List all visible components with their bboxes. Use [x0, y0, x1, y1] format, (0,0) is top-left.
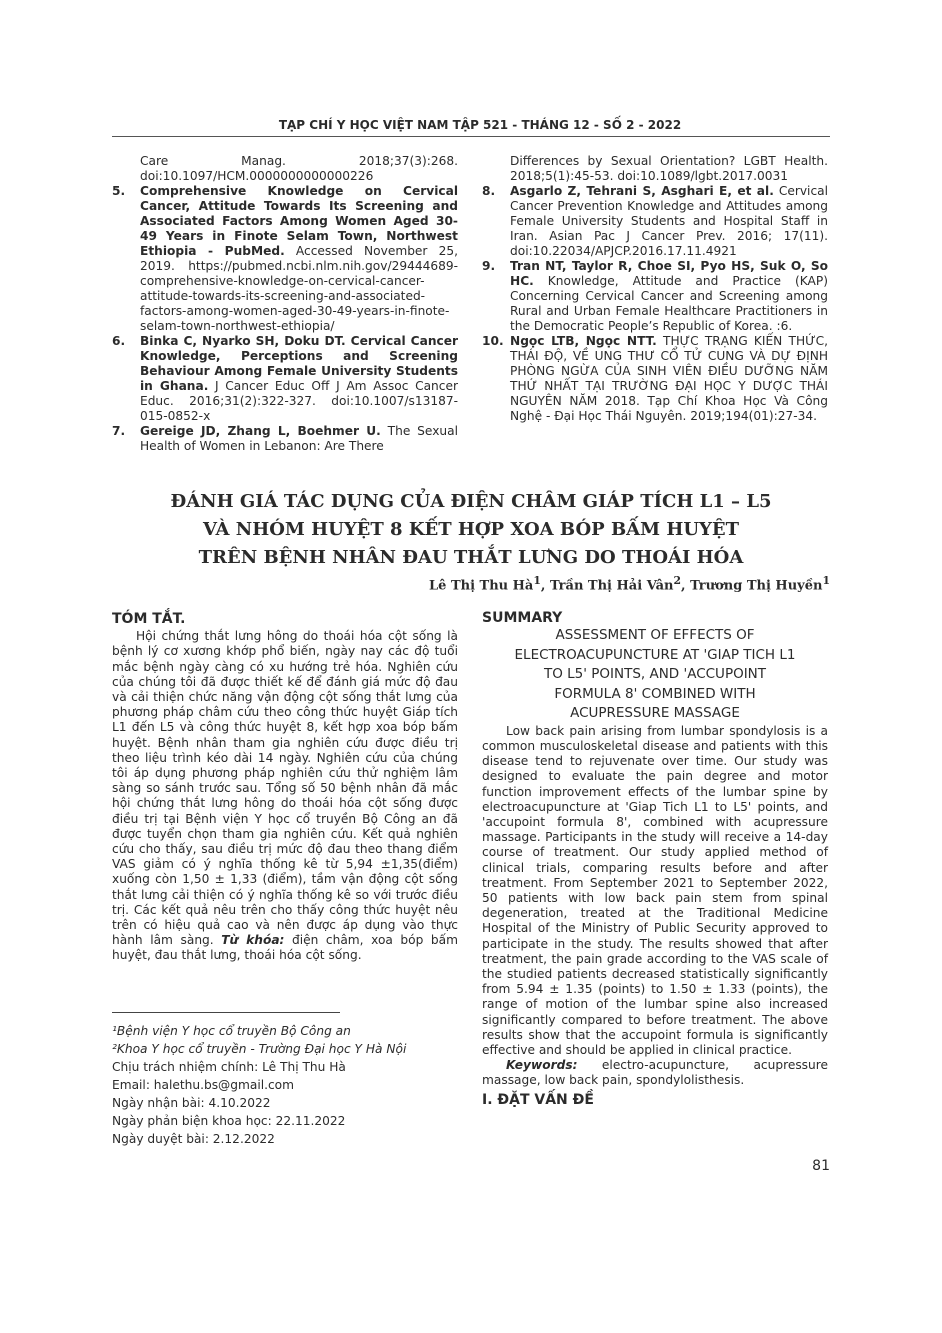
keywords-vi: điện châm, xoa bóp bấm huyệt, đau thắt lưng, thoái hóa cột sống. — [112, 933, 458, 963]
reference-details: Knowledge, Attitude and Practice (KAP) Concerning Cervical Cancer and Screening among Rural and Urban Female Healthcare Practitioners in the Democratic People’s Republic of Korea. :6. — [510, 274, 828, 333]
footnotes — [112, 1022, 406, 1148]
section-heading: I. ĐẶT VẤN ĐỀ — [482, 1091, 594, 1108]
reference-details: J Cancer Educ Off J Am Assoc Cancer Educ. 2016;31(2):322-327. doi:10.1007/s13187-015-0852-x — [140, 379, 458, 423]
footnote-affiliation-2: ²Khoa Y học cổ truyền - Trường Đại học Y Hà Nội — [112, 1042, 407, 1056]
footnote-received: Ngày nhận bài: 4.10.2022 — [112, 1096, 271, 1110]
page-number: 81 — [812, 1158, 830, 1174]
abstract-en-heading: SUMMARY — [482, 610, 563, 626]
reference-authors: Ngọc LTB, Ngọc NTT. — [510, 334, 657, 348]
author-separator: , — [540, 578, 550, 594]
article-title — [130, 488, 812, 572]
abstract-vi-heading: TÓM TẮT. — [112, 611, 186, 627]
author-affiliation: 2 — [673, 574, 682, 587]
keywords-en: electro-acupuncture, acupressure massage, low back pain, spondylolisthesis. — [482, 1058, 828, 1088]
footnote-accepted: Ngày duyệt bài: 2.12.2022 — [112, 1132, 275, 1146]
reference-number: 8. — [482, 184, 496, 198]
reference-details: The Sexual Health of Women in Lebanon: Are There — [140, 424, 458, 453]
reference-item — [482, 184, 828, 259]
journal-header: TẠP CHÍ Y HỌC VIỆT NAM TẬP 521 - THÁNG 12 - SỐ 2 - 2022 — [278, 118, 682, 132]
reference-number: 5. — [112, 184, 126, 198]
reference-number: 9. — [482, 259, 496, 273]
reference-number: 6. — [112, 334, 126, 348]
reference-item — [112, 184, 458, 334]
reference-item — [112, 424, 458, 454]
footnote-affiliation-1: ¹Bệnh viện Y học cổ truyền Bộ Công an — [112, 1024, 351, 1038]
references-right-column — [482, 154, 828, 424]
author-name: Trần Thị Hải Vân — [549, 578, 674, 594]
keywords-label-vi: Từ khóa: — [221, 933, 285, 948]
authors-line — [429, 574, 830, 593]
reference-number: 10. — [482, 334, 504, 348]
author-name: Lê Thị Thu Hà — [429, 578, 534, 594]
abstract-en-keywords — [482, 1058, 828, 1088]
reference-details: Care Manag. 2018;37(3):268. doi:10.1097/HCM.0000000000000226 — [140, 154, 458, 183]
keywords-label-en: Keywords: — [506, 1058, 578, 1073]
reference-details: THỰC TRẠNG KIẾN THỨC, THÁI ĐỘ, VỀ UNG THƯ CỔ TỬ CUNG VÀ DỰ ĐỊNH PHÒNG NGỪA CỦA SINH VIÊN ĐIỀU DƯỠNG NĂM THỨ NHẤT TẠI TRƯỜNG ĐẠI HỌC Y DƯỢC THÁI NGUYÊN NĂM 2018. Tạp Chí Khoa Học Và Công Nghệ - Đại Học Thái Nguyên. 2019;194(01):27-34. — [510, 334, 828, 423]
footnote-reviewed: Ngày phản biện khoa học: 22.11.2022 — [112, 1114, 346, 1128]
reference-item — [112, 334, 458, 424]
header-rule — [112, 136, 830, 137]
reference-details: Differences by Sexual Orientation? LGBT Health. 2018;5(1):45-53. doi:10.1089/lgbt.2017.0031 — [510, 154, 828, 183]
reference-item — [482, 259, 828, 334]
abstract-vietnamese — [112, 612, 458, 964]
reference-number: 7. — [112, 424, 126, 438]
footnote-email: Email: halethu.bs@gmail.com — [112, 1078, 294, 1092]
author-affiliation: 1 — [822, 574, 830, 587]
title-line: VÀ NHÓM HUYỆT 8 KẾT HỢP XOA BÓP BẤM HUYỆT — [202, 519, 739, 540]
abstract-vi-text: Hội chứng thắt lưng hông do thoái hóa cột sống là bệnh lý cơ xương khớp phổ biến, ngày nay các độ tuổi mắc bệnh ngày càng có xu hướng trẻ hóa. Nghiên cứu của chúng tôi đã được thiết kế để đánh giá mức độ đau và cải thiện chức năng vận động cột sống thắt lưng của phương pháp châm cứu theo công thức huyệt Giáp tích L1 đến L5 và công thức huyệt 8, kết hợp xoa bóp bấm huyệt. Bệnh nhân tham gia nghiên cứu được điều trị theo liệu trình kéo dài 14 ngày. Nghiên cứu của chúng tôi áp dụng phương pháp nghiên cứu thử nghiệm lâm sàng so sánh trước sau. Tổng số 50 bệnh nhân đã mắc hội chứng thắt lưng hông do thoái hóa cột sống được điều trị tại Bệnh viện Y học cổ truyền Bộ Công an đã được tuyển chọn tham gia nghiên cứu. Kết quả nghiên cứu cho thấy, sau điều trị mức độ đau theo thang điểm VAS giảm có ý nghĩa thống kê từ 5,94 ±1,35(điểm) xuống còn 1,50 ± 1,33 (điểm), tầm vận động cột sống thắt lưng cải thiện có ý nghĩa thống kê so với trước điều trị. Các kết quả nêu trên cho thấy công thức huyệt nêu trên có hiệu quả cao và nên được áp dụng vào thực hành lâm sàng. — [112, 629, 458, 948]
en-title-line: ASSESSMENT OF EFFECTS OF — [555, 627, 755, 644]
reference-authors: Binka C, Nyarko SH, Doku DT. Cervical Cancer Knowledge, Perceptions and Screening Behaviour Among Female University Students in Ghana. — [140, 334, 458, 393]
abstract-en-title — [482, 626, 828, 724]
reference-item — [482, 154, 828, 184]
reference-authors: Gereige JD, Zhang L, Boehmer U. — [140, 424, 381, 438]
reference-authors: Comprehensive Knowledge on Cervical Cancer, Attitude Towards Its Screening and Associated Factors Among Women Aged 30-49 Years in Finote Selam Town, Northwest Ethiopia - PubMed. — [140, 184, 458, 258]
author-affiliation: 1 — [533, 574, 541, 587]
reference-details: Accessed November 25, 2019. https://pubmed.ncbi.nlm.nih.gov/29444689-comprehensive-knowledge-on-cervical-cancer-attitude-towards-its-screening-and-associated-factors-among-women-aged-30-49-years-in-finote-selam-town-northwest-ethiopia/ — [140, 244, 458, 333]
footnote-rule — [112, 1012, 340, 1013]
abstract-vi-body — [112, 629, 458, 963]
reference-authors: Tran NT, Taylor R, Choe SI, Pyo HS, Suk O, So HC. — [510, 259, 828, 288]
title-line: ĐÁNH GIÁ TÁC DỤNG CỦA ĐIỆN CHÂM GIÁP TÍCH L1 – L5 — [170, 491, 772, 512]
abstract-english — [482, 611, 828, 1108]
en-title-line: FORMULA 8' COMBINED WITH — [554, 685, 756, 702]
reference-item — [112, 154, 458, 184]
en-title-line: TO L5' POINTS, AND 'ACCUPOINT — [543, 666, 767, 683]
reference-authors: Asgarlo Z, Tehrani S, Asghari E, et al. — [510, 184, 774, 198]
references-left-column — [112, 154, 458, 454]
title-line: TRÊN BỆNH NHÂN ĐAU THẮT LƯNG DO THOÁI HÓA — [198, 547, 744, 568]
author-name: Trương Thị Huyền — [690, 578, 823, 594]
en-title-line: ACUPRESSURE MASSAGE — [570, 705, 740, 722]
reference-item — [482, 334, 828, 424]
en-title-line: ELECTROACUPUNCTURE AT 'GIAP TICH L1 — [514, 646, 796, 663]
author-separator: , — [681, 578, 691, 594]
reference-details: Cervical Cancer Prevention Knowledge and Attitudes among Female University Students and Hospital Staff in Iran. Asian Pac J Cancer Prev. 2016; 17(11). doi:10.22034/APJCP.2016.17.11.4921 — [510, 184, 828, 258]
footnote-corresponding: Chịu trách nhiệm chính: Lê Thị Thu Hà — [112, 1060, 346, 1074]
abstract-en-body: Low back pain arising from lumbar spondylosis is a common musculoskeletal disease and patients with this disease tend to rejuvenate over time. Our study was designed to evaluate the pain degree and motor function improvement effects of the lumbar spine by electroacupuncture at 'Giap Tich L1 to L5' points, and 'accupoint formula 8', combined with acupressure massage. Participants in the study will receive a 14-day course of treatment. Our study applied method of clinical trials, comparing results before and after treatment. From September 2021 to September 2022, 50 patients with low back pain stem from spinal degeneration, treated at the Traditional Medicine Hospital of the Ministry of Public Security approved to participate in the study. The results showed that after treatment, the pain grade according to the VAS scale of the studied patients decreased statistically significantly from 5.94 ± 1.35 (points) to 1.50 ± 1.33 (points), the range of motion of the lumbar spine also increased significantly compared to before treatment. The above results show that the accupoint formula is significantly effective and should be applied in clinical practice. — [482, 723, 828, 1057]
